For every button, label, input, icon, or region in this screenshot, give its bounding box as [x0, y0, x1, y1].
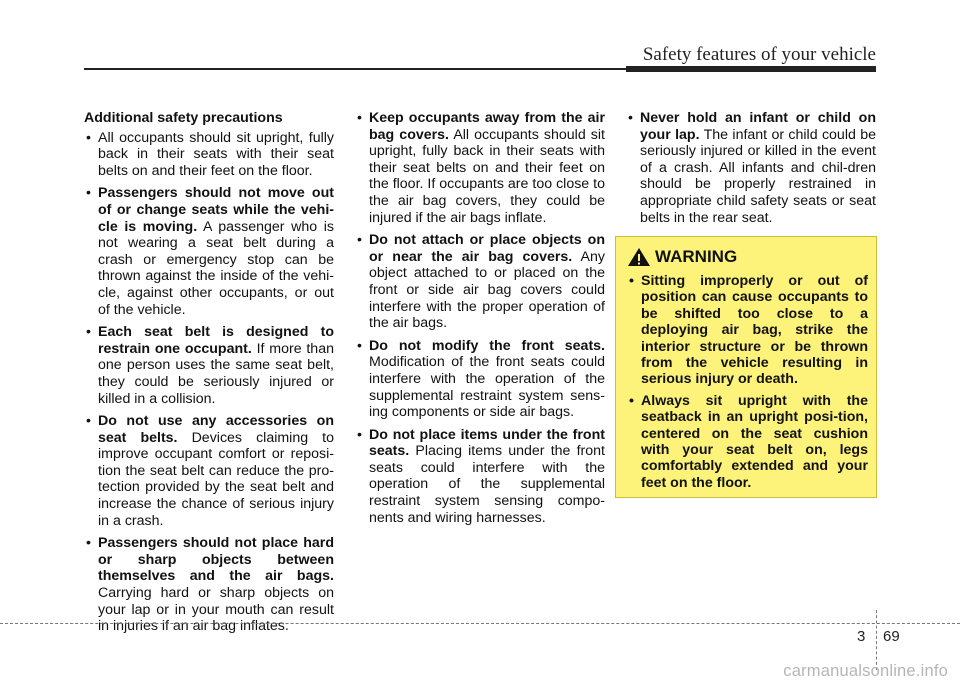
warning-header	[627, 247, 868, 267]
warning-list	[627, 273, 868, 491]
precaution-list-1	[84, 130, 334, 635]
footer-page-divider	[876, 610, 877, 670]
precaution-item: • Keep occupants away from the air bag covers. All occupants should sit upright, fully back in their seats with their seat belts on and their feet on the floor. If occupants are too close to the air bag covers, they could be injured if the air bags inflate.	[355, 110, 605, 226]
watermark-text: carmanualsonline.info	[783, 662, 948, 680]
precaution-list-3	[626, 110, 876, 226]
precaution-item: • All occupants should sit upright, fully back in their seats with their seat belts on and their feet on the floor.	[84, 130, 334, 180]
precaution-item: • Passengers should not place hard or sharp objects between themselves and the air bags. Carrying hard or sharp objects on your lap or in your mouth can result in injuries if an air bag inflates.	[84, 535, 334, 635]
warning-triangle-icon	[627, 247, 651, 267]
column-1	[84, 110, 334, 641]
warning-title: WARNING	[655, 247, 738, 266]
precaution-list-2	[355, 110, 605, 526]
page-header-title: Safety features of your vehicle	[642, 44, 876, 65]
section-heading: Additional safety precautions	[84, 110, 283, 126]
precaution-item: • Do not place items under the front seats. Placing items under the front seats could interfere with the operation of the supplemental restraint system sensing compo-nents and wiring harnesses.	[355, 427, 605, 527]
precaution-item: • Passengers should not move out of or change seats while the vehi-cle is moving. A passenger who is not wearing a seat belt during a crash or emergency stop can be thrown against the inside of the vehi-cle, against other occupants, or out of the vehicle.	[84, 185, 334, 318]
warning-item: • Always sit upright with the seatback in an upright posi-tion, centered on the seat cushion with your seat belt on, legs comfortably extended and your feet on the floor.	[627, 393, 868, 491]
footer-divider	[0, 623, 960, 624]
column-3	[626, 110, 876, 232]
precaution-item: • Each seat belt is designed to restrain one occupant. If more than one person uses the same seat belt, they could be seriously injured or killed in a collision.	[84, 324, 334, 407]
precaution-item: • Do not use any accessories on seat belts. Devices claiming to improve occupant comfort or reposi-tion the seat belt can reduce the pro-tection provided by the seat belt and increase the chance of serious injury in a crash.	[84, 413, 334, 529]
precaution-item: • Do not modify the front seats. Modification of the front seats could interfere with the operation of the supplemental restraint system sens-ing components or side air bags.	[355, 338, 605, 421]
page-number: 69	[883, 628, 900, 645]
header-tab-bar	[626, 66, 876, 72]
column-2	[355, 110, 605, 532]
precaution-item: • Do not attach or place objects on or near the air bag covers. Any object attached to or placed on the front or side air bag covers could interfere with the proper operation of the air bags.	[355, 232, 605, 332]
warning-box	[615, 236, 877, 498]
chapter-number: 3	[857, 628, 866, 645]
precaution-item: • Never hold an infant or child on your lap. The infant or child could be seriously injured or killed in the event of a crash. All infants and chil-dren should be properly restrained in appropriate child safety seats or seat belts in the rear seat.	[626, 110, 876, 226]
warning-item: • Sitting improperly or out of position can cause occupants to be shifted too close to a deploying air bag, strike the interior structure or be thrown from the vehicle resulting in serious injury or death.	[627, 273, 868, 388]
